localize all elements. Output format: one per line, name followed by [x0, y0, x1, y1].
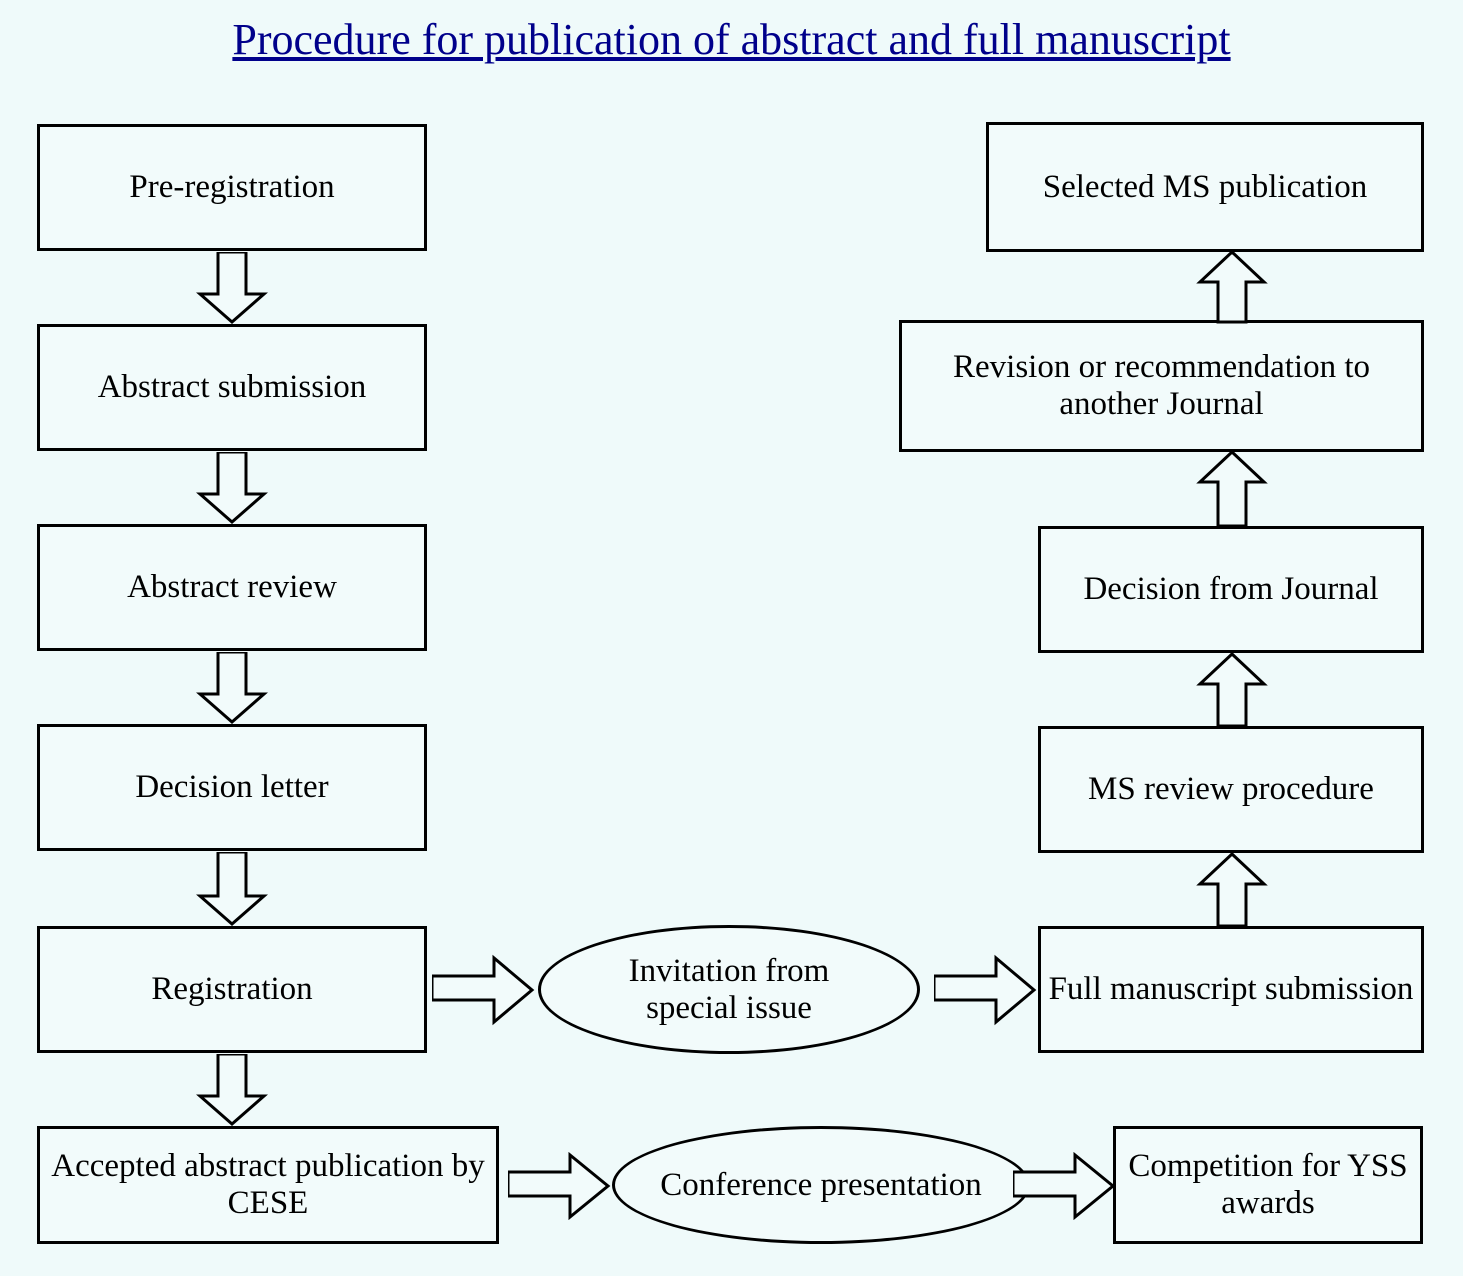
node-invitation: [538, 925, 920, 1054]
arrow-abstract-review-to-decision-letter: [196, 652, 268, 724]
node-abstract-review: [37, 524, 427, 651]
arrow-decision-journal-to-revision: [1196, 450, 1268, 528]
node-label: Competition for YSS awards: [1128, 1148, 1408, 1221]
node-label: Invitation from special issue: [628, 952, 830, 1026]
node-competition-yss: [1113, 1126, 1423, 1244]
node-pre-registration: [37, 124, 427, 251]
node-label: Conference presentation: [660, 1166, 982, 1203]
arrow-registration-to-invitation: [432, 954, 536, 1026]
arrow-accepted-abstract-to-conference-presentation: [508, 1152, 612, 1220]
arrow-abstract-submission-to-abstract-review: [196, 452, 268, 524]
node-label: Selected MS publication: [1042, 168, 1368, 205]
arrow-decision-letter-to-registration: [196, 852, 268, 926]
node-selected-ms: [986, 122, 1424, 252]
page-title: Procedure for publication of abstract and full manuscript: [232, 15, 1231, 64]
node-revision: [899, 320, 1424, 452]
arrow-invitation-to-full-manuscript: [934, 954, 1038, 1026]
node-label: Accepted abstract publication by CESE: [51, 1148, 485, 1221]
node-label: Revision or recommendation to another Journal: [953, 349, 1370, 422]
arrow-pre-registration-to-abstract-submission: [196, 252, 268, 324]
node-label: Decision from Journal: [1083, 571, 1379, 608]
node-decision-letter: [37, 724, 427, 851]
node-abstract-submission: [37, 324, 427, 451]
arrow-conference-presentation-to-competition-yss: [1013, 1152, 1117, 1220]
node-registration: [37, 926, 427, 1053]
node-accepted-abstract: [37, 1126, 499, 1244]
arrow-registration-to-accepted-abstract: [196, 1054, 268, 1126]
arrow-revision-to-selected-ms: [1196, 250, 1268, 324]
node-label: Abstract review: [127, 569, 337, 606]
node-label: Registration: [151, 971, 313, 1008]
node-decision-journal: [1038, 526, 1424, 653]
node-label: Abstract submission: [97, 369, 367, 406]
arrow-ms-review-to-decision-journal: [1196, 652, 1268, 728]
node-ms-review: [1038, 726, 1424, 853]
node-label: Pre-registration: [129, 169, 335, 206]
node-label: MS review procedure: [1088, 771, 1374, 808]
node-full-manuscript: [1038, 926, 1424, 1053]
arrow-full-manuscript-to-ms-review: [1196, 852, 1268, 928]
node-conference-presentation: [612, 1126, 1030, 1244]
node-label: Full manuscript submission: [1048, 971, 1414, 1008]
node-label: Decision letter: [135, 769, 329, 806]
